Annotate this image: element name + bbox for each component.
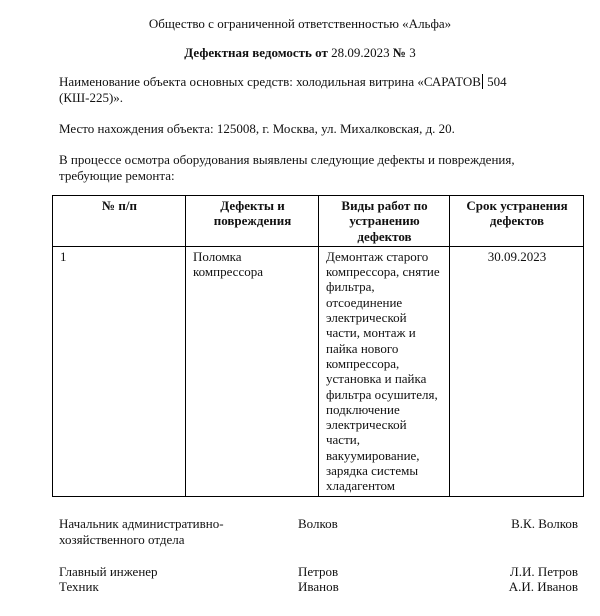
- intro-paragraph: В процессе осмотра оборудования выявлены следующие дефекты и повреждения, требующие ремонта:: [59, 152, 515, 183]
- signature-fullname-2: Л.И. Петров: [509, 564, 578, 579]
- document-date: 28.09.2023: [331, 45, 390, 60]
- object-location-line: Место нахождения объекта: 125008, г. Москва, ул. Михалковская, д. 20.: [59, 121, 455, 136]
- document-number: 3: [409, 45, 416, 60]
- cell-number: 1: [53, 246, 186, 496]
- header-deadline: Срок устранения дефектов: [450, 196, 584, 247]
- header-works: Виды работ по устранению дефектов: [319, 196, 450, 247]
- document-number-label: №: [392, 45, 406, 60]
- object-name-part1: Наименование объекта основных средств: холодильная витрина «САРАТОВ: [59, 74, 481, 89]
- signature-lastname-1: Волков: [298, 516, 338, 531]
- object-name-line: [59, 74, 559, 106]
- object-name-part2: 504 (КШ-225)».: [59, 74, 507, 105]
- text-cursor: [482, 74, 483, 89]
- signature-fullname-1: В.К. Волков: [511, 516, 578, 531]
- header-defects: Дефекты и повреждения: [186, 196, 319, 247]
- cell-works: Демонтаж старого компрессора, снятие фильтра, отсоединение электрической части, монтаж и пайка нового компрессора, установка и пайка фильтра осушителя, подключение электрической части, вакуумирование, зарядка системы хладагентом: [319, 246, 450, 496]
- signature-lastname-3: Иванов: [298, 579, 339, 594]
- defects-table: [52, 195, 584, 497]
- document-title-label: Дефектная ведомость от: [184, 45, 328, 60]
- header-number: № п/п: [53, 196, 186, 247]
- organization-name: Общество с ограниченной ответственностью «Альфа»: [148, 16, 452, 31]
- cell-deadline: 30.09.2023: [450, 246, 584, 496]
- signature-position-2: Главный инженер: [59, 564, 158, 579]
- signature-fullname-3: А.И. Иванов: [508, 579, 578, 594]
- signature-position-1: Начальник административно-хозяйственного отдела: [59, 516, 224, 547]
- cell-defect: Поломка компрессора: [186, 246, 319, 496]
- table-header-row: [53, 196, 584, 247]
- signature-position-3: Техник: [59, 579, 99, 594]
- document-title: [0, 45, 600, 61]
- table-row: [53, 246, 584, 496]
- signature-lastname-2: Петров: [298, 564, 339, 579]
